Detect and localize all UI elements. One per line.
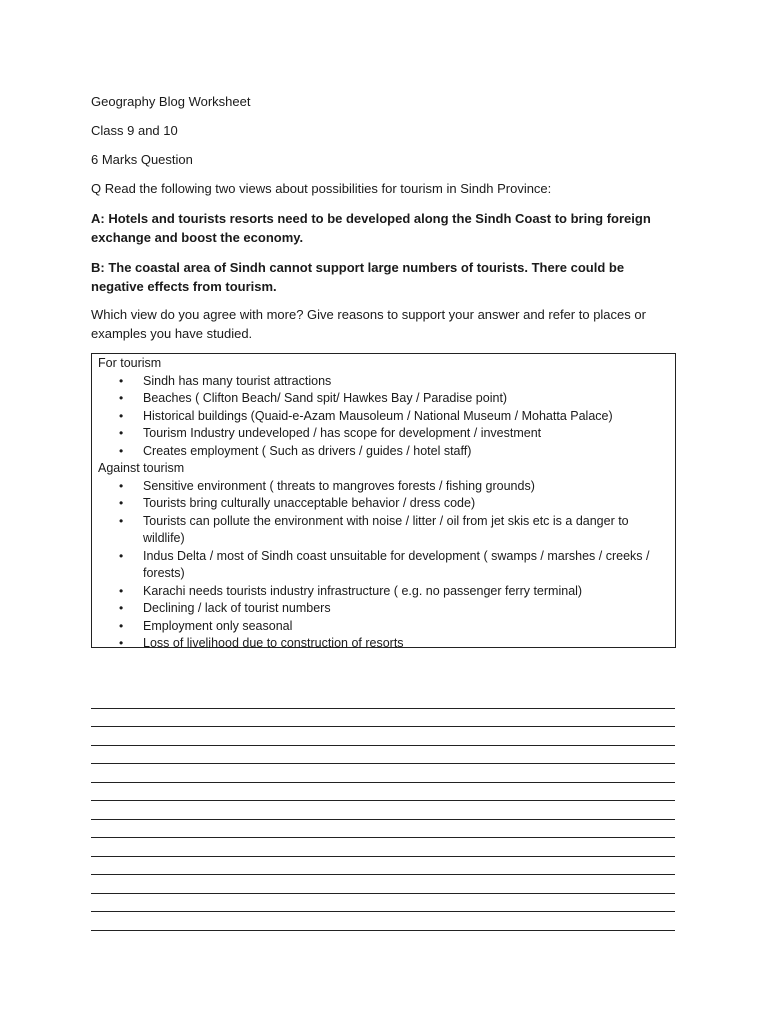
bullet-icon: •: [119, 373, 124, 388]
bullet-icon: •: [119, 513, 124, 528]
bullet-icon: •: [119, 583, 124, 598]
answer-line[interactable]: [91, 690, 675, 709]
bullet-icon: •: [119, 443, 124, 458]
for-tourism-heading: For tourism: [98, 356, 162, 370]
bullet-icon: •: [119, 478, 124, 493]
question-instruction: Which view do you agree with more? Give reasons to support your answer and refer to places or examples you have studied.: [91, 307, 646, 341]
list-item: • Beaches ( Clifton Beach/ Sand spit/ Hawkes Bay / Paradise point): [98, 390, 669, 408]
view-a: A: Hotels and tourists resorts need to be developed along the Sindh Coast to bring foreign exchange and boost the economy.: [91, 211, 651, 245]
list-item: • Creates employment ( Such as drivers / guides / hotel staff): [98, 443, 669, 461]
against-tourism-heading: Against tourism: [98, 461, 185, 475]
bullet-icon: •: [119, 408, 124, 423]
answer-line[interactable]: [91, 857, 675, 876]
question-prompt: Q Read the following two views about possibilities for tourism in Sindh Province:: [91, 181, 552, 196]
bullet-icon: •: [119, 496, 124, 510]
list-item: • Sensitive environment ( threats to mangroves forests / fishing grounds): [98, 478, 669, 496]
view-b: B: The coastal area of Sindh cannot support large numbers of tourists. There could be negative effects from tourism.: [91, 260, 625, 294]
bullet-icon: •: [119, 426, 124, 440]
list-item: • Loss of livelihood due to construction of resorts: [98, 635, 669, 653]
list-item: • Employment only seasonal: [98, 618, 669, 636]
list-item: • Tourism Industry undeveloped / has scope for development / investment: [98, 425, 669, 443]
answer-line[interactable]: [91, 875, 675, 894]
answer-line[interactable]: [91, 820, 675, 839]
worksheet-title: Geography Blog Worksheet: [91, 94, 251, 109]
mark-scheme-box: [91, 353, 676, 648]
list-item: • Historical buildings (Quaid-e-Azam Mausoleum / National Museum / Mohatta Palace): [98, 408, 669, 426]
answer-line[interactable]: [91, 764, 675, 783]
bullet-icon: •: [119, 601, 124, 615]
answer-line[interactable]: [91, 746, 675, 765]
list-item: • Declining / lack of tourist numbers: [98, 600, 669, 618]
bullet-icon: •: [119, 391, 124, 405]
answer-line[interactable]: [91, 727, 675, 746]
list-item: • Indus Delta / most of Sindh coast unsuitable for development ( swamps / marshes / creeks / forests): [119, 548, 650, 580]
answer-line[interactable]: [91, 912, 675, 931]
answer-line[interactable]: [91, 894, 675, 913]
bullet-icon: •: [119, 636, 124, 650]
list-item: • Karachi needs tourists industry infrastructure ( e.g. no passenger ferry terminal): [98, 583, 669, 601]
bullet-icon: •: [119, 618, 124, 633]
list-item: • Tourists bring culturally unacceptable behavior / dress code): [98, 495, 669, 513]
list-item: • Tourists can pollute the environment with noise / litter / oil from jet skis etc is a danger to wildlife): [119, 513, 629, 545]
answer-line[interactable]: [91, 783, 675, 802]
answer-line[interactable]: [91, 709, 675, 728]
against-tourism-list: [98, 478, 669, 653]
class-label: Class 9 and 10: [91, 123, 178, 138]
marks-label: 6 Marks Question: [91, 152, 193, 167]
answer-line[interactable]: [91, 801, 675, 820]
answer-line[interactable]: [91, 838, 675, 857]
list-item: • Sindh has many tourist attractions: [98, 373, 669, 391]
bullet-icon: •: [119, 548, 124, 563]
for-tourism-list: [98, 373, 669, 461]
answer-lines: [91, 690, 675, 931]
